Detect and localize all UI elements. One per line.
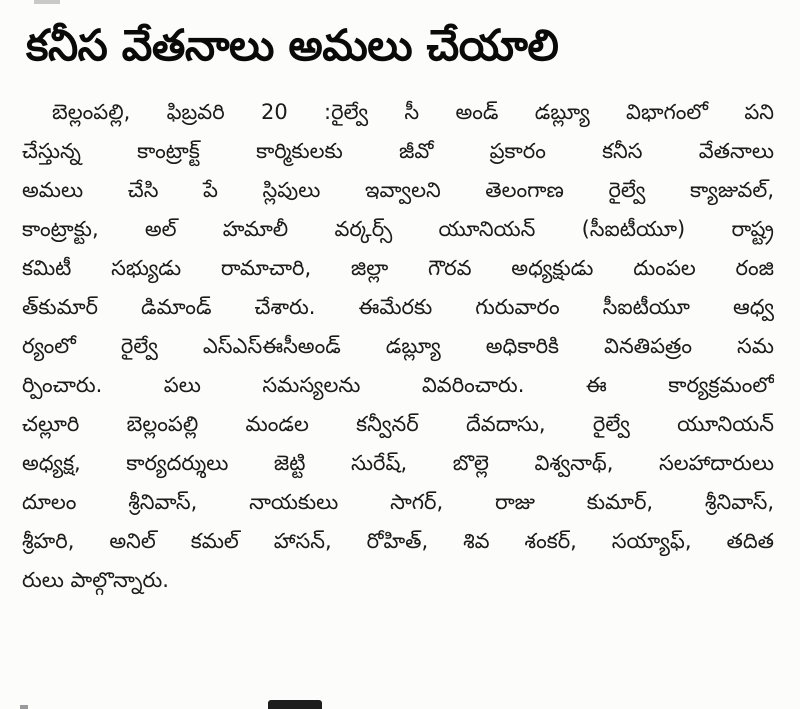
- article-body: [22, 93, 774, 600]
- top-cut-mark: [34, 0, 60, 4]
- article-line: చేస్తున్న కాంట్రాక్ట్ కార్మికులకు జీవో ప్రకారం కనీస వేతనాలు: [22, 139, 774, 163]
- bottom-cut-mark: [268, 700, 322, 709]
- article-line: త్‌కుమార్ డిమాండ్ చేశారు. ఈమేరకు గురువారం సీఐటీయూ ఆధ్వ: [22, 295, 774, 319]
- article-line: శ్రీహరి, అనిల్ కమల్ హాసన్, రోహిత్, శివ శంకర్, సయ్యాఫ్, తదిత: [22, 529, 774, 553]
- article-line: రులు పాల్గొన్నారు.: [22, 568, 169, 592]
- article-line: ర్పించారు. పలు సమస్యలను వివరించారు. ఈ కార్యక్రమంలో: [22, 373, 774, 397]
- article-headline: కనీస వేతనాలు అమలు చేయాలి: [26, 21, 559, 71]
- article-line: అమలు చేసి పే స్లిపులు ఇవ్వాలని తెలంగాణ రైల్వే క్యాజువల్,: [22, 178, 774, 202]
- article-line: కమిటీ సభ్యుడు రామాచారి, జిల్లా గౌరవ అధ్యక్షుడు దుంపల రంజి: [22, 256, 774, 280]
- article-line: ర్యంలో రైల్వే ఎస్ఎస్ఈసీఅండ్ డబ్ల్యూ అధికారికి వినతిపత్రం సమ: [22, 334, 774, 358]
- article-line: దూలం శ్రీనివాస్, నాయకులు సాగర్, రాజు కుమార్, శ్రీనివాస్,: [22, 490, 774, 514]
- article-line: కాంట్రాక్టు, అల్ హమాలీ వర్కర్స్ యూనియన్ (సీఐటీయూ) రాష్ట్ర: [22, 217, 774, 241]
- article-line: అధ్యక్ష, కార్యదర్శులు జెట్టి సురేష్, బొల్లె విశ్వనాథ్, సలహాదారులు: [22, 451, 774, 475]
- article-line: బెల్లంపల్లి, ఫిబ్రవరి 20 :రైల్వే సీ అండ్ డబ్ల్యూ విభాగంలో పని: [52, 100, 774, 124]
- bottom-left-cut-mark: [20, 705, 28, 709]
- article-line: చల్లూరి బెల్లంపల్లి మండల కన్వీనర్ దేవదాసు, రైల్వే యూనియన్: [22, 412, 774, 436]
